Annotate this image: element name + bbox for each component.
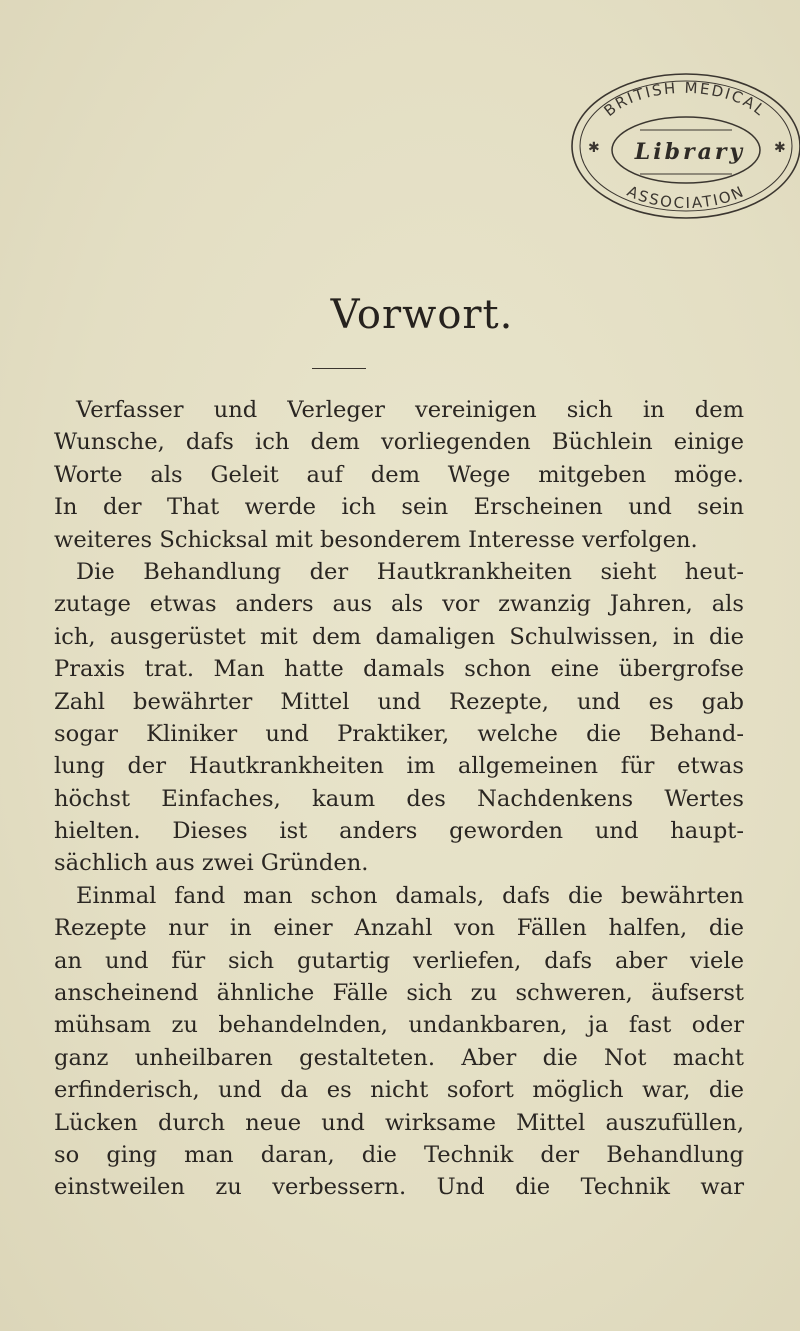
- stamp-star-right-icon: ✱: [774, 140, 786, 156]
- text-line: Praxis trat. Man hatte damals schon eine übergrofse: [54, 656, 744, 683]
- stamp-star-left-icon: ✱: [588, 140, 600, 156]
- body-text: [54, 394, 744, 1204]
- text-line: sogar Kliniker und Praktiker, welche die Behand-: [54, 720, 744, 747]
- text-line: hielten. Dieses ist anders geworden und haupt-: [54, 818, 744, 845]
- text-line: lung der Hautkrankheiten im allgemeinen für etwas: [54, 753, 744, 780]
- text-line: Einmal fand man schon damals, dafs die bewährten: [76, 882, 744, 909]
- text-line: Wunsche, dafs ich dem vorliegenden Büchlein einige: [54, 429, 744, 456]
- svg-text:ASSOCIATION: [624, 182, 747, 212]
- text-line: Verfasser und Verleger vereinigen sich in dem: [76, 397, 744, 423]
- text-line: Die Behandlung der Hautkrankheiten sieht heut-: [76, 558, 744, 585]
- library-stamp: [570, 70, 800, 220]
- title-divider: [312, 368, 366, 369]
- text-line: an und für sich gutartig verliefen, dafs aber viele: [54, 947, 744, 974]
- text-line: so ging man daran, die Technik der Behandlung: [54, 1141, 744, 1168]
- text-line: ich, ausgerüstet mit dem damaligen Schulwissen, in die: [54, 623, 744, 650]
- text-line: höchst Einfaches, kaum des Nachdenkens Wertes: [54, 785, 744, 812]
- text-line: mühsam zu behandelnden, undankbaren, ja fast oder: [54, 1012, 744, 1039]
- text-line: sächlich aus zwei Gründen.: [54, 850, 369, 877]
- text-line: weiteres Schicksal mit besonderem Interesse verfolgen.: [54, 526, 698, 553]
- stamp-arc-top: BRITISH MEDICAL: [600, 78, 770, 121]
- text-line: ganz unheilbaren gestalteten. Aber die Not macht: [54, 1044, 744, 1071]
- text-line: erfinderisch, und da es nicht sofort möglich war, die: [54, 1077, 744, 1104]
- text-line: einstweilen zu verbessern. Und die Technik war: [54, 1174, 744, 1201]
- text-line: Zahl bewährter Mittel und Rezepte, und es gab: [54, 688, 744, 715]
- stamp-arc-bottom: ASSOCIATION: [624, 182, 748, 213]
- text-line: zutage etwas anders aus als vor zwanzig Jahren, als: [54, 591, 744, 618]
- text-line: Worte als Geleit auf dem Wege mitgeben möge.: [54, 461, 744, 488]
- text-line: Lücken durch neue und wirksame Mittel auszufüllen,: [54, 1109, 744, 1136]
- stamp-center-label: Library: [634, 139, 746, 165]
- text-line: Rezepte nur in einer Anzahl von Fällen halfen, die: [54, 915, 744, 942]
- text-line: anscheinend ähnliche Fälle sich zu schweren, äufserst: [54, 980, 744, 1007]
- page-title: Vorwort.: [330, 292, 514, 338]
- text-line: In der That werde ich sein Erscheinen und sein: [54, 494, 744, 521]
